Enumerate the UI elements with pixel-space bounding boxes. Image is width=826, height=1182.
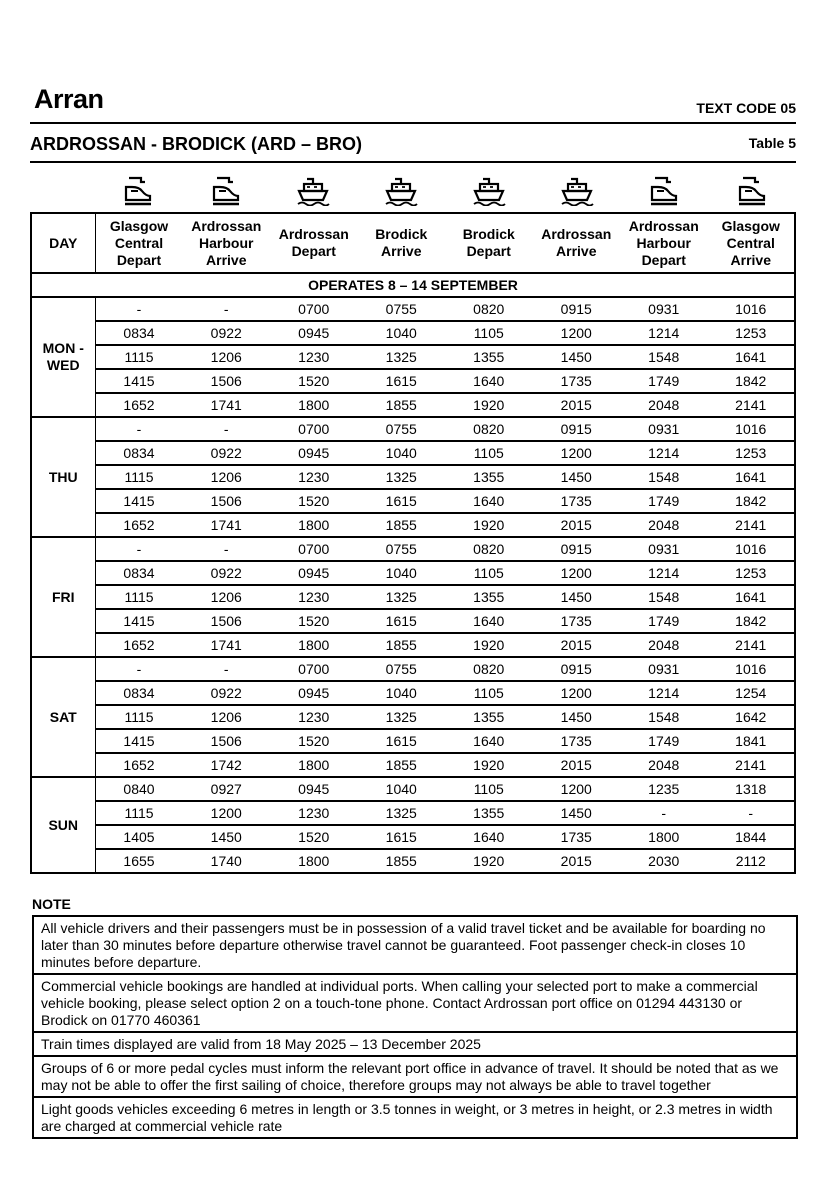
time-cell: 1740 — [183, 849, 271, 873]
time-cell: 1641 — [708, 465, 796, 489]
column-header — [620, 213, 708, 273]
time-cell: 1415 — [95, 489, 183, 513]
time-cell: 1105 — [445, 321, 533, 345]
day-label-line: SAT — [49, 708, 77, 725]
column-header-line: Glasgow — [109, 217, 169, 234]
time-cell: 0834 — [95, 441, 183, 465]
ferry-icon — [357, 172, 445, 210]
time-cell: 1200 — [183, 801, 271, 825]
time-cell: 1405 — [95, 825, 183, 849]
notes-box — [32, 915, 798, 1139]
column-header-line: Depart — [641, 251, 686, 268]
column-header-line: Glasgow — [721, 217, 780, 234]
time-cell: 1318 — [708, 777, 796, 801]
time-cell: 1749 — [620, 609, 708, 633]
text-code: TEXT CODE 05 — [696, 100, 796, 116]
column-header — [445, 213, 533, 273]
time-cell: 2141 — [708, 633, 796, 657]
time-cell: 1735 — [533, 729, 621, 753]
time-cell: 1800 — [270, 849, 358, 873]
time-cell: - — [95, 537, 183, 561]
time-cell: 1920 — [445, 753, 533, 777]
column-header-line: Arrive — [381, 243, 422, 259]
table-row — [31, 801, 795, 825]
table-row — [31, 465, 795, 489]
time-cell: 1253 — [708, 561, 796, 585]
time-cell: 1520 — [270, 729, 358, 753]
time-cell: - — [95, 657, 183, 681]
column-header — [183, 213, 271, 273]
table-row — [31, 489, 795, 513]
time-cell: 1920 — [445, 849, 533, 873]
time-cell: 0915 — [533, 537, 621, 561]
time-cell: 1450 — [533, 345, 621, 369]
time-cell: 1415 — [95, 609, 183, 633]
divider — [30, 161, 796, 163]
time-cell: - — [95, 297, 183, 321]
column-header-line: Depart — [116, 251, 162, 268]
time-cell: 1520 — [270, 369, 358, 393]
time-cell: 2030 — [620, 849, 708, 873]
arran-logo: Arran — [34, 84, 104, 114]
mode-icons-row — [94, 172, 796, 210]
ferry-icon — [270, 172, 358, 210]
note-item: Light goods vehicles exceeding 6 metres in length or 3.5 tonnes in weight, or 3 metres in height, or 2.3 metres in width are charged at commercial vehicle rate — [41, 1101, 773, 1134]
time-cell: 1235 — [620, 777, 708, 801]
table-row — [31, 321, 795, 345]
time-cell: 2048 — [620, 513, 708, 537]
time-cell: 1016 — [708, 537, 796, 561]
table-row — [31, 753, 795, 777]
train-icon — [94, 172, 182, 210]
time-cell: 1450 — [533, 801, 621, 825]
time-cell: 1206 — [183, 705, 271, 729]
time-cell: 0700 — [270, 417, 358, 441]
time-cell: 1742 — [183, 753, 271, 777]
time-cell: 1506 — [183, 729, 271, 753]
time-cell: 0945 — [270, 681, 358, 705]
time-cell: 1040 — [358, 321, 446, 345]
time-cell: 1040 — [358, 441, 446, 465]
time-cell: 0931 — [620, 297, 708, 321]
day-label — [31, 777, 95, 873]
time-cell: - — [183, 417, 271, 441]
time-cell: 1115 — [95, 801, 183, 825]
time-cell: 0820 — [445, 657, 533, 681]
time-cell: 1640 — [445, 489, 533, 513]
time-cell: 1855 — [358, 513, 446, 537]
table-row — [31, 849, 795, 873]
route-title: ARDROSSAN - BRODICK (ARD – BRO) — [30, 134, 362, 154]
time-cell: 1548 — [620, 465, 708, 489]
train-icon — [621, 172, 709, 210]
ferry-icon — [445, 172, 533, 210]
time-cell: 1749 — [620, 369, 708, 393]
time-cell: 1642 — [708, 705, 796, 729]
time-cell: 1548 — [620, 705, 708, 729]
time-cell: 1355 — [445, 345, 533, 369]
time-cell: 1855 — [358, 753, 446, 777]
time-cell: 1652 — [95, 513, 183, 537]
time-cell: 1415 — [95, 729, 183, 753]
time-cell: 0755 — [358, 297, 446, 321]
time-cell: 1016 — [708, 417, 796, 441]
train-icon — [182, 172, 270, 210]
table-row — [31, 561, 795, 585]
divider — [30, 122, 796, 124]
table-row — [31, 417, 795, 441]
time-cell: 1615 — [358, 609, 446, 633]
table-row — [31, 441, 795, 465]
column-header-line: Harbour — [636, 234, 691, 251]
time-cell: 0700 — [270, 297, 358, 321]
time-cell: 1253 — [708, 441, 796, 465]
time-cell: 0834 — [95, 321, 183, 345]
time-cell: 1105 — [445, 441, 533, 465]
time-cell: 1652 — [95, 633, 183, 657]
time-cell: 1506 — [183, 369, 271, 393]
time-cell: 1615 — [358, 825, 446, 849]
time-cell: 1325 — [358, 705, 446, 729]
time-cell: 0915 — [533, 657, 621, 681]
column-header-line: Depart — [291, 243, 336, 259]
time-cell: 1325 — [358, 465, 446, 489]
table-row — [31, 705, 795, 729]
column-header-line: Ardrossan — [628, 217, 699, 234]
column-header-line: Depart — [466, 243, 511, 259]
time-cell: 1200 — [533, 321, 621, 345]
time-cell: 1735 — [533, 369, 621, 393]
time-cell: 1325 — [358, 585, 446, 609]
column-header — [270, 213, 358, 273]
time-cell: 1325 — [358, 345, 446, 369]
time-cell: 0931 — [620, 537, 708, 561]
time-cell: 0820 — [445, 297, 533, 321]
time-cell: 1115 — [95, 345, 183, 369]
table-row — [31, 513, 795, 537]
day-label-line: THU — [48, 468, 78, 485]
time-cell: 1641 — [708, 345, 796, 369]
time-cell: 0922 — [183, 441, 271, 465]
note-item: All vehicle drivers and their passengers must be in possession of a valid travel ticket and be available for boarding no later than 30 minutes before departure otherwise travel cannot be guaranteed. Foot passenger check-in closes 10 minutes before departure. — [34, 917, 796, 975]
time-cell: 1355 — [445, 705, 533, 729]
time-cell: 1741 — [183, 633, 271, 657]
column-header-line: Arrive — [556, 243, 597, 259]
time-cell: 2048 — [620, 393, 708, 417]
time-cell: 0922 — [183, 681, 271, 705]
table-row — [31, 393, 795, 417]
column-header-line: Central — [726, 234, 775, 251]
time-cell: 0915 — [533, 297, 621, 321]
time-cell: 1640 — [445, 825, 533, 849]
time-cell: 2141 — [708, 513, 796, 537]
time-cell: 0945 — [270, 777, 358, 801]
time-cell: 1200 — [533, 681, 621, 705]
time-cell: 1200 — [533, 441, 621, 465]
time-cell: 1655 — [95, 849, 183, 873]
time-cell: 1741 — [183, 513, 271, 537]
time-cell: 1450 — [183, 825, 271, 849]
time-cell: 1920 — [445, 633, 533, 657]
time-cell: 1105 — [445, 561, 533, 585]
note-item: Train times displayed are valid from 18 May 2025 – 13 December 2025 — [34, 1033, 796, 1057]
time-cell: 0755 — [358, 657, 446, 681]
column-header-line: Brodick — [462, 226, 515, 242]
column-header — [708, 213, 796, 273]
time-cell: 1415 — [95, 369, 183, 393]
note-item: Commercial vehicle bookings are handled at individual ports. When calling your selected port to make a commercial vehicle booking, please select option 2 on a touch-tone phone. Contact Ardrossan port office on 01294 443130 or Brodick on 01770 460361 — [34, 975, 796, 1033]
time-cell: 1615 — [358, 729, 446, 753]
time-cell: 1841 — [708, 729, 796, 753]
time-cell: 1855 — [358, 393, 446, 417]
time-cell: 1641 — [708, 585, 796, 609]
time-cell: 1040 — [358, 681, 446, 705]
time-cell: 0945 — [270, 561, 358, 585]
time-cell: 2112 — [708, 849, 796, 873]
time-cell: 1450 — [533, 705, 621, 729]
time-cell: 1206 — [183, 585, 271, 609]
time-cell: 1450 — [533, 465, 621, 489]
day-label-line: MON - — [42, 340, 84, 356]
time-cell: 0945 — [270, 321, 358, 345]
column-header-line: Ardrossan — [191, 217, 262, 234]
time-cell: 1214 — [620, 321, 708, 345]
time-cell: - — [620, 801, 708, 825]
time-cell: 1253 — [708, 321, 796, 345]
column-header-line: Harbour — [199, 234, 254, 251]
time-cell: 1652 — [95, 393, 183, 417]
time-cell: 0834 — [95, 561, 183, 585]
time-cell: 1040 — [358, 561, 446, 585]
time-cell: 1355 — [445, 585, 533, 609]
time-cell: 1844 — [708, 825, 796, 849]
time-cell: 1855 — [358, 633, 446, 657]
time-cell: 1548 — [620, 585, 708, 609]
time-cell: 1355 — [445, 465, 533, 489]
time-cell: 2141 — [708, 753, 796, 777]
time-cell: 0755 — [358, 417, 446, 441]
table-row — [31, 633, 795, 657]
time-cell: 2048 — [620, 633, 708, 657]
time-cell: 1016 — [708, 657, 796, 681]
day-label — [31, 537, 95, 657]
time-cell: 1520 — [270, 825, 358, 849]
column-header-line: Ardrossan — [541, 226, 612, 242]
time-cell: 1206 — [183, 345, 271, 369]
time-cell: 1506 — [183, 489, 271, 513]
time-cell: 0931 — [620, 417, 708, 441]
column-header-line: Ardrossan — [278, 226, 349, 242]
time-cell: 1842 — [708, 369, 796, 393]
time-cell: 1450 — [533, 585, 621, 609]
time-cell: 2015 — [533, 753, 621, 777]
time-cell: 1206 — [183, 465, 271, 489]
time-cell: 0820 — [445, 417, 533, 441]
time-cell: 1855 — [358, 849, 446, 873]
table-row — [31, 825, 795, 849]
time-cell: 1506 — [183, 609, 271, 633]
time-cell: 0922 — [183, 561, 271, 585]
time-cell: 0945 — [270, 441, 358, 465]
time-cell: 0840 — [95, 777, 183, 801]
time-cell: 1200 — [533, 777, 621, 801]
time-cell: 1040 — [358, 777, 446, 801]
table-row — [31, 729, 795, 753]
time-cell: 1230 — [270, 585, 358, 609]
time-cell: 1640 — [445, 729, 533, 753]
time-cell: 0927 — [183, 777, 271, 801]
time-cell: - — [183, 657, 271, 681]
time-cell: 1735 — [533, 825, 621, 849]
timetable — [30, 212, 796, 874]
day-label — [31, 417, 95, 537]
time-cell: 1749 — [620, 489, 708, 513]
time-cell: 1016 — [708, 297, 796, 321]
table-row — [31, 609, 795, 633]
time-cell: 2015 — [533, 393, 621, 417]
time-cell: 1520 — [270, 609, 358, 633]
column-header-line: Central — [114, 234, 164, 251]
time-cell: 1254 — [708, 681, 796, 705]
time-cell: 1214 — [620, 681, 708, 705]
time-cell: 1355 — [445, 801, 533, 825]
column-header-line: Arrive — [206, 251, 247, 268]
time-cell: 1520 — [270, 489, 358, 513]
time-cell: - — [183, 297, 271, 321]
time-cell: 1615 — [358, 489, 446, 513]
time-cell: 1735 — [533, 609, 621, 633]
table-row — [31, 681, 795, 705]
time-cell: 1214 — [620, 561, 708, 585]
time-cell: 1800 — [270, 393, 358, 417]
time-cell: 0922 — [183, 321, 271, 345]
time-cell: 1615 — [358, 369, 446, 393]
time-cell: 1652 — [95, 753, 183, 777]
time-cell: 1105 — [445, 681, 533, 705]
day-column-header: DAY — [31, 213, 95, 273]
column-header — [95, 213, 183, 273]
table-number: Table 5 — [748, 135, 796, 151]
time-cell: 0820 — [445, 537, 533, 561]
column-header — [533, 213, 621, 273]
time-cell: 1200 — [533, 561, 621, 585]
table-row — [31, 345, 795, 369]
day-label — [31, 657, 95, 777]
time-cell: 1640 — [445, 609, 533, 633]
column-header — [358, 213, 446, 273]
time-cell: 1325 — [358, 801, 446, 825]
time-cell: 1842 — [708, 609, 796, 633]
time-cell: 1800 — [620, 825, 708, 849]
table-row — [31, 657, 795, 681]
time-cell: 2141 — [708, 393, 796, 417]
time-cell: 1115 — [95, 585, 183, 609]
time-cell: 1105 — [445, 777, 533, 801]
time-cell: 0915 — [533, 417, 621, 441]
time-cell: 1230 — [270, 705, 358, 729]
time-cell: 2015 — [533, 513, 621, 537]
time-cell: 0834 — [95, 681, 183, 705]
day-label-line: FRI — [51, 588, 75, 605]
note-heading: NOTE — [32, 896, 71, 912]
time-cell: 1115 — [95, 465, 183, 489]
time-cell: 1920 — [445, 393, 533, 417]
time-cell: 1230 — [270, 465, 358, 489]
time-cell: 1800 — [270, 633, 358, 657]
time-cell: 1214 — [620, 441, 708, 465]
time-cell: 1230 — [270, 801, 358, 825]
day-label-line: SUN — [48, 816, 79, 833]
table-row — [31, 777, 795, 801]
time-cell: 0931 — [620, 657, 708, 681]
day-label — [31, 297, 95, 417]
time-cell: 1640 — [445, 369, 533, 393]
time-cell: 1749 — [620, 729, 708, 753]
time-cell: - — [95, 417, 183, 441]
time-cell: 1920 — [445, 513, 533, 537]
time-cell: 1741 — [183, 393, 271, 417]
time-cell: 1548 — [620, 345, 708, 369]
time-cell: 1115 — [95, 705, 183, 729]
time-cell: 2048 — [620, 753, 708, 777]
day-label-line: WED — [46, 357, 80, 373]
note-item: Groups of 6 or more pedal cycles must inform the relevant port office in advance of travel. It should be noted that as we may not be able to offer the first sailing of choice, therefore groups may not always be able to travel together — [34, 1057, 796, 1098]
time-cell: 0755 — [358, 537, 446, 561]
table-row — [31, 585, 795, 609]
ferry-icon — [533, 172, 621, 210]
time-cell: 2015 — [533, 633, 621, 657]
operates-banner: OPERATES 8 – 14 SEPTEMBER — [31, 273, 795, 297]
column-header-line: Brodick — [375, 226, 428, 242]
time-cell: 1800 — [270, 513, 358, 537]
time-cell: 1735 — [533, 489, 621, 513]
time-cell: - — [708, 801, 796, 825]
train-icon — [708, 172, 796, 210]
table-row — [31, 537, 795, 561]
time-cell: 1800 — [270, 753, 358, 777]
time-cell: 0700 — [270, 657, 358, 681]
table-row — [31, 369, 795, 393]
table-row — [31, 297, 795, 321]
time-cell: 1230 — [270, 345, 358, 369]
time-cell: 0700 — [270, 537, 358, 561]
time-cell: 2015 — [533, 849, 621, 873]
time-cell: - — [183, 537, 271, 561]
time-cell: 1842 — [708, 489, 796, 513]
column-header-line: Arrive — [730, 251, 771, 268]
